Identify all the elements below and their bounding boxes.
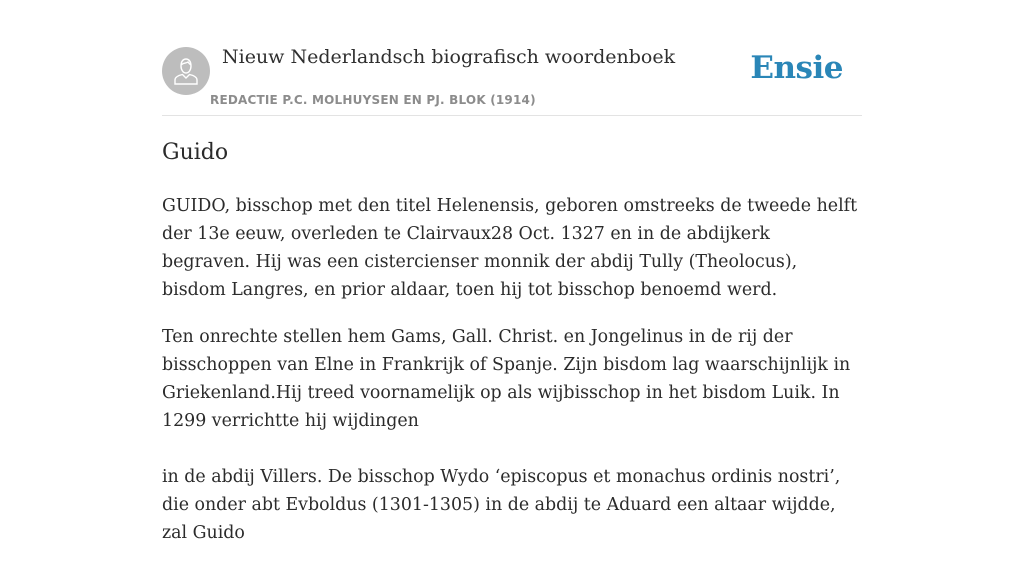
article-paragraph: GUIDO, bisschop met den titel Helenensis, geboren omstreeks de tweede helft der 13e eeuw, overleden te Clairvaux28 Oct. 1327 en in de abdijkerk begraven. Hij was een cistercienser monnik der abdij Tully (Theolocus), bisdom Langres, en prior aldaar, toen hij tot bisschop benoemd werd.	[162, 196, 858, 300]
ensie-logo[interactable]: Ensie	[750, 50, 843, 86]
article-paragraph: Ten onrechte stellen hem Gams, Gall. Christ. en Jongelinus in de rij der bisschoppen van Elne in Frankrijk of Spanje. Zijn bisdom lag waarschijnlijk in Griekenland.Hij treed voornamelijk op als wijbisschop in het bisdom Luik. In 1299 verrichtte hij wijdingen	[162, 327, 851, 431]
user-avatar-icon	[162, 47, 210, 95]
entry-title: Guido	[162, 140, 229, 165]
book-title[interactable]: Nieuw Nederlandsch biografisch woordenboek	[222, 46, 676, 68]
editors-credit: REDACTIE P.C. MOLHUYSEN EN PJ. BLOK (1914)	[210, 93, 536, 107]
article-body	[162, 192, 862, 566]
article-paragraph: in de abdij Villers. De bisschop Wydo ‘episcopus et monachus ordinis nostri’, die onder abt Evboldus (1301-1305) in de abdij te Aduard een altaar wijdde, zal Guido	[162, 467, 841, 543]
page-header	[162, 36, 862, 116]
paragraph-spacer	[162, 435, 862, 463]
